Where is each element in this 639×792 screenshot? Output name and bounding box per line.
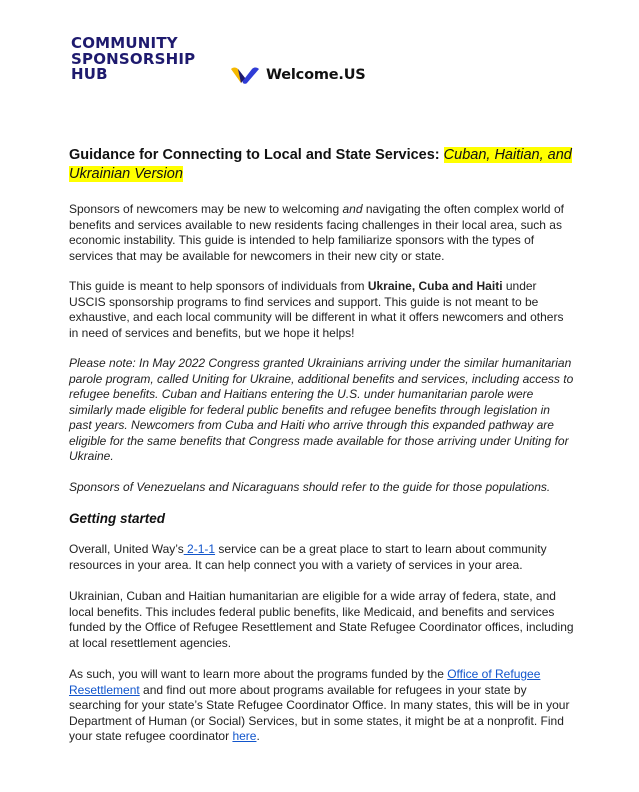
title-prefix: Guidance for Connecting to Local and State Services: (69, 147, 444, 163)
intro-paragraph (69, 202, 574, 264)
text-run: and find out more about programs available for refugees in your state by searching for your state’s State Refugee Coordinator Office. In many states, this will be in your Department of Human (or Social) Services, but in some states, it might be at a nonprofit. Find your state refugee coordinator (69, 682, 570, 743)
programs-paragraph (69, 667, 574, 745)
logo-line: SPONSORSHIP (71, 49, 196, 68)
document-body (69, 146, 574, 745)
text-run-italic: and (342, 202, 363, 216)
text-run: service can be a great place to start to learn about community resources in your area. It can help connect you with a variety of services in your area. (69, 542, 547, 572)
link-2-1-1[interactable]: 2-1-1 (183, 542, 216, 556)
link-office-of-refugee-resettlement[interactable]: Office of Refugee Resettlement (69, 667, 541, 697)
text-run: under USCIS sponsorship programs to find services and support. This guide is not meant to be exhaustive, and each local community will be different in what it offers newcomers and others in need of services and benefits, but we hope it helps! (69, 279, 564, 340)
section-heading-getting-started: Getting started (69, 511, 166, 526)
welcome-us-wordmark: Welcome.US (266, 67, 366, 83)
title-highlight: Cuban, Haitian, and Ukrainian Version (69, 147, 572, 182)
text-run-bold: Ukraine, Cuba and Haiti (367, 279, 503, 293)
text-run: . (256, 729, 260, 743)
logo-line: HUB (71, 65, 108, 83)
text-run: navigating the often complex world of benefits and services available to new residents facing challenges in their local area, such as economic instability. This guide is intended to help familiarize sponsors with the types of services that may be available for newcomers in their new city or state. (69, 202, 564, 263)
logo-line: COMMUNITY (71, 34, 178, 52)
united-way-paragraph (69, 542, 574, 573)
text-run: This guide is meant to help sponsors of individuals from (69, 279, 368, 293)
text-run: Sponsors of newcomers may be new to welcoming (69, 202, 343, 216)
link-refugee-coordinator-here[interactable]: here (232, 729, 257, 743)
text-run: Overall, United Way’s (69, 542, 184, 556)
welcome-heart-icon (230, 65, 260, 85)
welcome-us-logo (230, 65, 366, 85)
eligibility-paragraph: Ukrainian, Cuban and Haitian humanitarian are eligible for a wide array of federa, state, and local benefits. This includes federal public benefits, like Medicaid, and benefits and services funded by the Office of Refugee Resettlement and State Refugee Coordinator offices, including at local resettlement agencies. (69, 589, 574, 650)
community-sponsorship-hub-logo (71, 36, 195, 83)
page-title (69, 146, 574, 184)
purpose-paragraph (69, 279, 574, 341)
text-run: As such, you will want to learn more about the programs funded by the (69, 667, 448, 681)
venezuela-note: Sponsors of Venezuelans and Nicaraguans should refer to the guide for those populations. (69, 479, 551, 494)
note-paragraph: Please note: In May 2022 Congress granted Ukrainians arriving under the similar humanitarian parole program, called Uniting for Ukraine, additional benefits and services, including access to refugee benefits. Cuban and Haitians entering the U.S. under humanitarian parole were similarly made eligible for federal public benefits and refugee benefits through legislation in past years. Newcomers from Cuba and Haiti who arrive through this expanded pathway are eligible for the same benefits that Congress made available for those arriving under Uniting for Ukraine. (69, 356, 574, 463)
